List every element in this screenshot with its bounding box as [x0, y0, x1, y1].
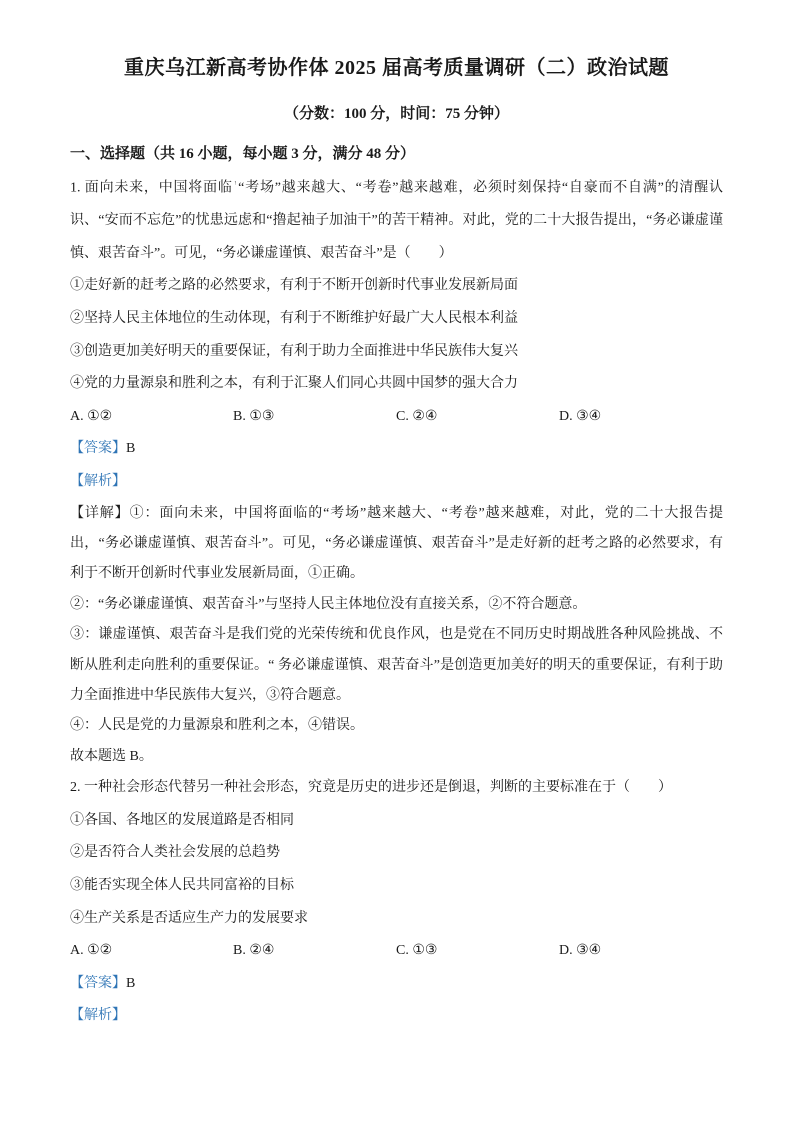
answer-label: 【答案】 [70, 975, 126, 991]
explanation-paragraph: ④：人民是党的力量源泉和胜利之本，④错误。 [70, 718, 364, 734]
choices-row [70, 935, 723, 968]
option-item: ①各国、各地区的发展道路是否相同 [70, 812, 294, 828]
question-stem [70, 167, 723, 270]
choice-a: A. ①② [70, 943, 113, 959]
question-1 [70, 167, 723, 772]
answer-line [70, 433, 723, 466]
choice-b: B. ①③ [233, 408, 275, 424]
answer-value: B [126, 441, 136, 457]
choice-d: D. ③④ [559, 943, 602, 959]
exam-title: 重庆乌江新高考协作体 2025 届高考质量调研（二）政治试题 [124, 57, 669, 79]
choices-row [70, 401, 723, 434]
choice-c: C. ②④ [396, 408, 438, 424]
answer-label: 【答案】 [70, 441, 126, 457]
analysis-label: 【解析】 [70, 1008, 126, 1024]
option-item: ④党的力量源泉和胜利之本，有利于汇聚人们同心共圆中国梦的强大合力 [70, 376, 518, 392]
option-item: ②坚持人民主体地位的生动体现，有利于不断维护好最广大人民根本利益 [70, 311, 518, 327]
choice-b: B. ②④ [233, 943, 275, 959]
analysis-line [70, 466, 723, 499]
answer-line [70, 968, 723, 1001]
exam-meta: （分数：100 分，时间：75 分钟） [283, 106, 509, 122]
question-2 [70, 772, 723, 1033]
analysis-line [70, 1000, 723, 1033]
analysis-label: 【解析】 [70, 474, 126, 489]
option-item: ④生产关系是否适应生产力的发展要求 [70, 910, 308, 926]
explanation-paragraph: 【详解】①：面向未来，中国将面临的“考场”越来越大、“考卷”越来越难，对此，党的二十大报告提出，“务必谦虚谨慎、艰苦奋斗”。可见，“务必谦虚谨慎、艰苦奋斗”是走好新的赶考之路的必然要求，有利于不断开创新时代事业发展新局面，①正确。 [70, 505, 723, 582]
question-stem-text: “考场”越来越大、“考卷”越来越难，必须时刻保持“自豪而不自满”的清醒认识、“安而不忘危”的忧患远虑和“撸起袖子加油干”的苦干精神。对此，党的二十大报告提出，“务必谦虚谨慎、艰苦奋斗”。可见，“务必谦虚谨慎、艰苦奋斗”是（ ） [70, 180, 723, 261]
choice-a: A. ①② [70, 408, 113, 424]
explanation-paragraph: ③：谦虚谨慎、艰苦奋斗是我们党的光荣传统和优良作风，也是党在不同历史时期战胜各种风险挑战、不断从胜利走向胜利的重要保证。“ 务必谦虚谨慎、艰苦奋斗”是创造更加美好的明天的重要保证，有利于助力全面推进中华民族伟大复兴，③符合题意。 [70, 627, 723, 704]
answer-value: B [126, 975, 136, 991]
question-stem-text: 1. 面向未来，中国将面临 [70, 180, 233, 196]
choice-d: D. ③④ [559, 408, 602, 424]
option-item: ③创造更加美好明天的重要保证，有利于助力全面推进中华民族伟大复兴 [70, 343, 518, 359]
explanation-paragraph: 故本题选 B。 [70, 748, 153, 764]
option-item: ②是否符合人类社会发展的总趋势 [70, 845, 280, 861]
explanation-paragraph: ②：“务必谦虚谨慎、艰苦奋斗”与坚持人民主体地位没有直接关系，②不符合题意。 [70, 596, 587, 612]
question-stem: 2. 一种社会形态代替另一种社会形态，究竟是历史的进步还是倒退，判断的主要标准在于（ ） [70, 780, 672, 796]
annotation-mark: ᵎ [234, 178, 237, 188]
option-item: ③能否实现全体人民共同富裕的目标 [70, 878, 294, 894]
choice-c: C. ①③ [396, 943, 438, 959]
option-item: ①走好新的赶考之路的必然要求，有利于不断开创新时代事业发展新局面 [70, 278, 518, 294]
section-heading: 一、选择题（共 16 小题，每小题 3 分，满分 48 分） [70, 146, 416, 162]
